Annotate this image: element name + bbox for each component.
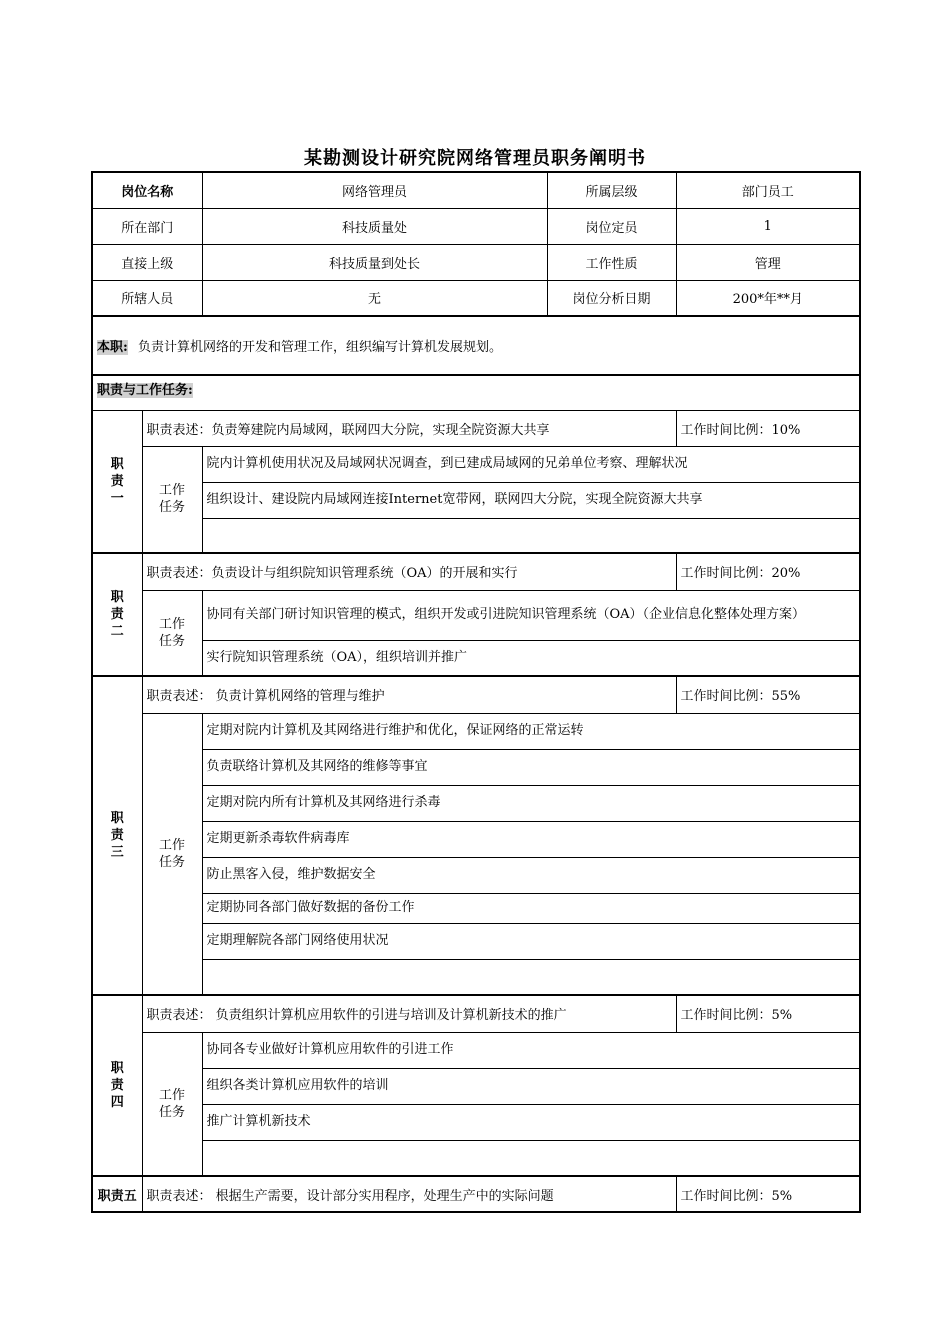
section-header-cell bbox=[92, 375, 860, 410]
task-item: 协同各专业做好计算机应用软件的引进工作 bbox=[202, 1032, 860, 1068]
info-label: 所辖人员 bbox=[92, 280, 202, 316]
duty-ratio: 工作时间比例：20% bbox=[676, 553, 860, 590]
task-row bbox=[92, 446, 860, 482]
task-item-empty bbox=[202, 1140, 860, 1176]
info-label: 岗位分析日期 bbox=[547, 280, 676, 316]
duty-ratio: 工作时间比例：10% bbox=[676, 410, 860, 446]
task-item: 防止黑客入侵，维护数据安全 bbox=[202, 857, 860, 893]
duty-desc-row bbox=[92, 676, 860, 713]
info-label: 所在部门 bbox=[92, 208, 202, 244]
task-item: 定期对院内所有计算机及其网络进行杀毒 bbox=[202, 785, 860, 821]
task-item: 定期对院内计算机及其网络进行维护和优化，保证网络的正常运转 bbox=[202, 713, 860, 749]
duty-row bbox=[92, 316, 860, 375]
duty-cell bbox=[92, 316, 860, 375]
task-item: 协同有关部门研讨知识管理的模式，组织开发或引进院知识管理系统（OA）（企业信息化整体处理方案） bbox=[202, 590, 860, 640]
task-item: 定期协同各部门做好数据的备份工作 bbox=[202, 893, 860, 923]
info-row bbox=[92, 172, 860, 208]
task-item-empty bbox=[202, 518, 860, 553]
duty-desc: 职责表述： 根据生产需要，设计部分实用程序，处理生产中的实际问题 bbox=[142, 1176, 676, 1212]
task-label bbox=[142, 1032, 202, 1176]
task-row bbox=[92, 857, 860, 893]
task-row bbox=[92, 1032, 860, 1068]
duty-text: 负责计算机网络的开发和管理工作，组织编写计算机发展规划。 bbox=[137, 340, 502, 355]
duty-3-label-text: 职 责 三 bbox=[110, 811, 124, 860]
task-row bbox=[92, 590, 860, 640]
duty-ratio: 工作时间比例：5% bbox=[676, 1176, 860, 1212]
task-row bbox=[92, 923, 860, 959]
task-item: 组织设计、建设院内局域网连接Internet宽带网，联网四大分院，实现全院资源大共享 bbox=[202, 482, 860, 518]
duty-5-label: 职责五 bbox=[92, 1176, 142, 1212]
duty-ratio: 工作时间比例：55% bbox=[676, 676, 860, 713]
info-label: 岗位定员 bbox=[547, 208, 676, 244]
duty-desc-row bbox=[92, 995, 860, 1032]
info-value: 管理 bbox=[676, 244, 860, 280]
task-item-empty bbox=[202, 959, 860, 995]
task-row bbox=[92, 959, 860, 995]
duty-label: 本职: bbox=[97, 340, 128, 355]
info-label: 直接上级 bbox=[92, 244, 202, 280]
duty-desc: 职责表述： 负责组织计算机应用软件的引进与培训及计算机新技术的推广 bbox=[142, 995, 676, 1032]
info-value: 部门员工 bbox=[676, 172, 860, 208]
task-item: 院内计算机使用状况及局域网状况调查，到已建成局域网的兄弟单位考察、理解状况 bbox=[202, 446, 860, 482]
info-label: 岗位名称 bbox=[92, 172, 202, 208]
task-item: 定期更新杀毒软件病毒库 bbox=[202, 821, 860, 857]
task-row bbox=[92, 821, 860, 857]
task-row bbox=[92, 785, 860, 821]
info-label: 所属层级 bbox=[547, 172, 676, 208]
task-item: 推广计算机新技术 bbox=[202, 1104, 860, 1140]
duty-2-label bbox=[92, 553, 142, 676]
task-row bbox=[92, 749, 860, 785]
task-label-text: 工作任务 bbox=[158, 837, 185, 870]
info-label: 工作性质 bbox=[547, 244, 676, 280]
duty-4-label bbox=[92, 995, 142, 1176]
task-row bbox=[92, 893, 860, 923]
task-row bbox=[92, 482, 860, 518]
task-label bbox=[142, 446, 202, 553]
task-item: 实行院知识管理系统（OA），组织培训并推广 bbox=[202, 640, 860, 676]
task-item: 定期理解院各部门网络使用状况 bbox=[202, 923, 860, 959]
section-header-row bbox=[92, 375, 860, 410]
task-item: 组织各类计算机应用软件的培训 bbox=[202, 1068, 860, 1104]
task-label bbox=[142, 713, 202, 995]
info-value: 科技质量到处长 bbox=[202, 244, 547, 280]
task-label-text: 工作任务 bbox=[158, 1087, 185, 1120]
task-label-text: 工作任务 bbox=[158, 616, 185, 649]
section-label: 职责与工作任务: bbox=[97, 383, 193, 398]
info-value: 200*年**月 bbox=[676, 280, 860, 316]
info-value: 无 bbox=[202, 280, 547, 316]
task-row bbox=[92, 713, 860, 749]
task-item: 负责联络计算机及其网络的维修等事宜 bbox=[202, 749, 860, 785]
info-value: 科技质量处 bbox=[202, 208, 547, 244]
task-row bbox=[92, 1104, 860, 1140]
task-label-text: 工作任务 bbox=[158, 483, 185, 516]
task-row bbox=[92, 640, 860, 676]
task-label bbox=[142, 590, 202, 676]
duty-desc-row bbox=[92, 410, 860, 446]
duty-3-label bbox=[92, 676, 142, 995]
duty-desc-row bbox=[92, 553, 860, 590]
duty-ratio: 工作时间比例：5% bbox=[676, 995, 860, 1032]
duty-2-label-text: 职 责 二 bbox=[110, 590, 124, 639]
duty-desc: 职责表述： 负责计算机网络的管理与维护 bbox=[142, 676, 676, 713]
job-description-table bbox=[91, 171, 861, 1213]
info-row bbox=[92, 244, 860, 280]
info-value: 网络管理员 bbox=[202, 172, 547, 208]
duty-1-label bbox=[92, 410, 142, 553]
task-row bbox=[92, 518, 860, 553]
task-row bbox=[92, 1140, 860, 1176]
page-title: 某勘测设计研究院网络管理员职务阐明书 bbox=[304, 148, 646, 169]
duty-desc: 职责表述：负责筹建院内局域网，联网四大分院，实现全院资源大共享 bbox=[142, 410, 676, 446]
info-value: 1 bbox=[676, 208, 860, 244]
info-row bbox=[92, 280, 860, 316]
task-row bbox=[92, 1068, 860, 1104]
duty-1-label-text: 职 责 一 bbox=[110, 456, 124, 506]
duty-4-label-text: 职 责 四 bbox=[110, 1061, 124, 1110]
duty-desc: 职责表述：负责设计与组织院知识管理系统（OA）的开展和实行 bbox=[142, 553, 676, 590]
info-row bbox=[92, 208, 860, 244]
duty-desc-row bbox=[92, 1176, 860, 1212]
